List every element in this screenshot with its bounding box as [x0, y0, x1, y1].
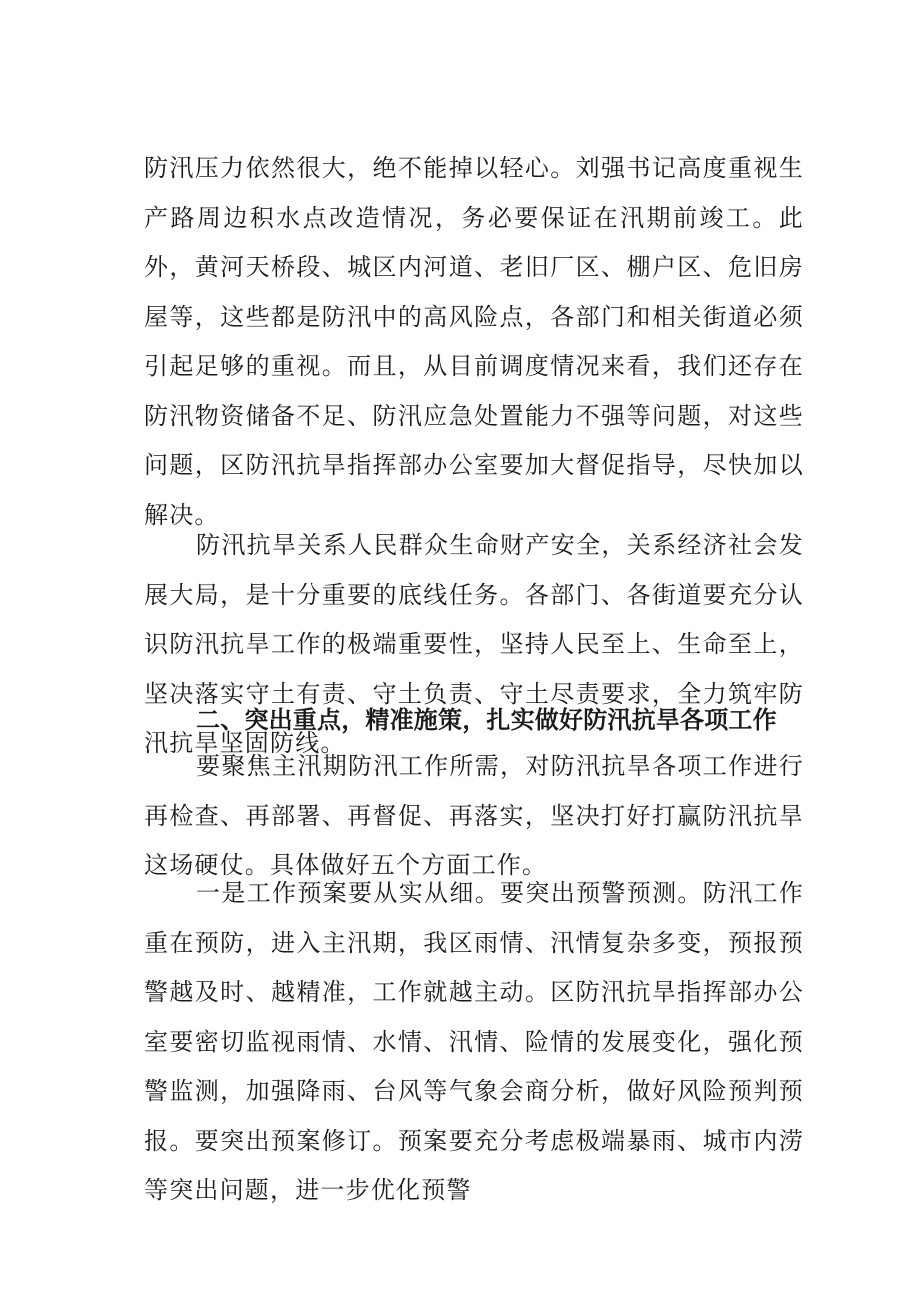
- paragraph-plan: 一是工作预案要从实从细。要突出预警预测。防汛工作重在预防，进入主汛期，我区雨情、汛情复杂多变，预报预警越及时、越精准，工作就越主动。区防汛抗旱指挥部办公室要密切监视雨情、水情、汛情、险情的发展变化，强化预警监测，加强降雨、台风等气象会商分析，做好风险预判预报。要突出预案修订。预案要充分考虑极端暴雨、城市内涝等突出问题，进一步优化预警: [144, 879, 804, 1204]
- paragraph-continued: 防汛压力依然很大，绝不能掉以轻心。刘强书记高度重视生产路周边积水点改造情况，务必要保证在汛期前竣工。此外，黄河天桥段、城区内河道、老旧厂区、棚户区、危旧房屋等，这些都是防汛中的高风险点，各部门和相关街道必须引起足够的重视。而且，从目前调度情况来看，我们还存在防汛物资储备不足、防汛应急处置能力不强等问题，对这些问题，区防汛抗旱指挥部办公室要加大督促指导，尽快加以解决。: [144, 154, 804, 529]
- paragraph-focus: 要聚焦主汛期防汛工作所需，对防汛抗旱各项工作进行再检查、再部署、再督促、再落实，坚决打好打赢防汛抗旱这场硬仗。具体做好五个方面工作。: [144, 752, 804, 879]
- section-heading: 二、突出重点，精准施策，扎实做好防汛抗旱各项工作: [196, 706, 777, 734]
- paragraph-importance: 防汛抗旱关系人民群众生命财产安全，关系经济社会发展大局，是十分重要的底线任务。各部门、各街道要充分认识防汛抗旱工作的极端重要性，坚持人民至上、生命至上，坚决落实守土有责、守土负责、守土尽责要求，全力筑牢防汛抗旱坚固防线。: [144, 531, 804, 757]
